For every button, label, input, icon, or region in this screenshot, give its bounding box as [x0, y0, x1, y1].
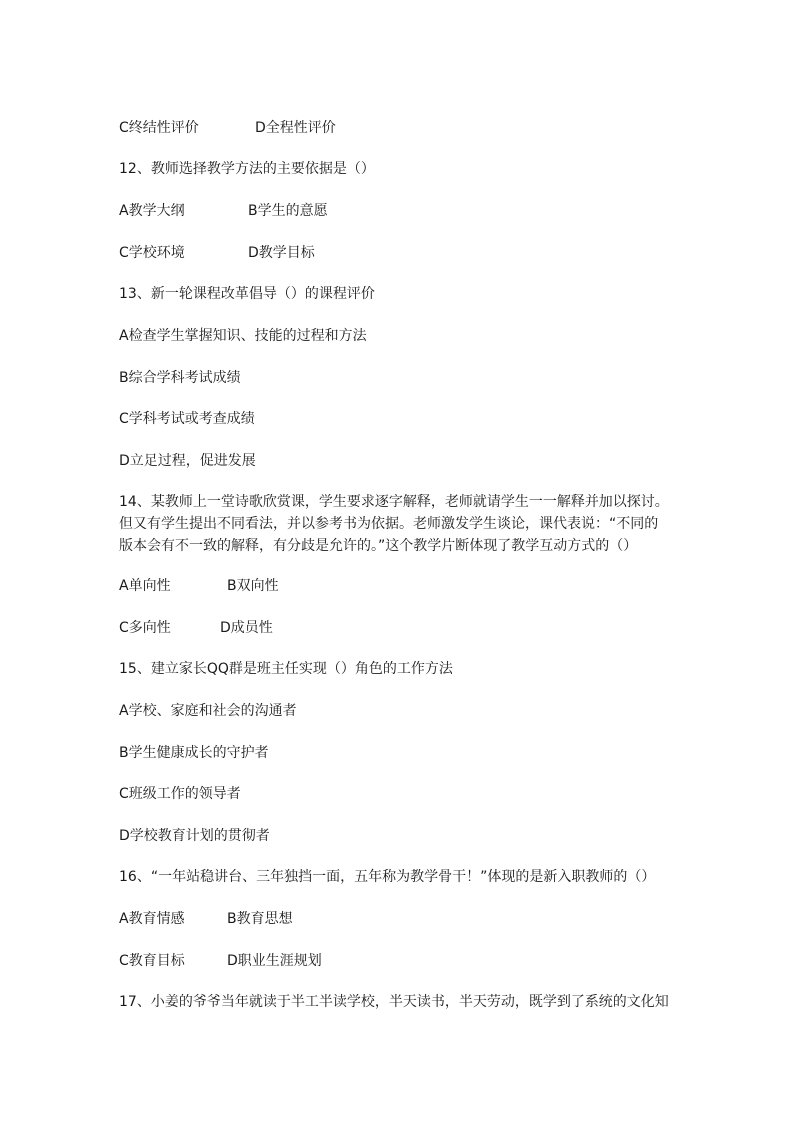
- option-d: D职业生涯规划: [227, 953, 322, 969]
- option-d: D教学目标: [248, 245, 315, 261]
- option-row: [119, 908, 679, 930]
- option-row: [119, 617, 679, 639]
- option-a: A单向性: [119, 578, 171, 594]
- question-13: 13、新一轮课程改革倡导（）的课程评价: [119, 286, 375, 302]
- option-row: [119, 242, 679, 264]
- question-14-line-3: 版本会有不一致的解释，有分歧是允许的。”这个教学片断体现了教学互动方式的（）: [119, 538, 638, 554]
- option-b: B双向性: [227, 578, 279, 594]
- option-c: C终结性评价: [119, 120, 199, 136]
- option-row: [119, 950, 679, 972]
- option-b: B学生的意愿: [248, 203, 328, 219]
- question-16: 16、“一年站稳讲台、三年独挡一面，五年称为教学骨干！”体现的是新入职教师的（）: [119, 869, 656, 885]
- option-c: C学科考试或考查成绩: [119, 411, 255, 427]
- option-b: B教育思想: [227, 911, 293, 927]
- option-c: C多向性: [119, 620, 171, 636]
- option-row: [119, 117, 679, 139]
- option-b: B学生健康成长的守护者: [119, 745, 269, 761]
- option-a: A检查学生掌握知识、技能的过程和方法: [119, 328, 367, 344]
- option-d: D成员性: [220, 620, 273, 636]
- option-d: D立足过程，促进发展: [119, 453, 256, 469]
- option-d: D学校教育计划的贯彻者: [119, 828, 270, 844]
- question-15: 15、建立家长QQ群是班主任实现（）角色的工作方法: [119, 661, 453, 677]
- option-c: C班级工作的领导者: [119, 786, 241, 802]
- option-b: B综合学科考试成绩: [119, 370, 241, 386]
- question-14-line-1: 14、某教师上一堂诗歌欣赏课，学生要求逐字解释，老师就请学生一一解释并加以探讨。: [119, 494, 669, 510]
- question-14-line-2: 但又有学生提出不同看法，并以参考书为依据。老师激发学生谈论，课代表说：“不同的: [119, 516, 659, 532]
- question-12: 12、教师选择教学方法的主要依据是（）: [119, 161, 375, 177]
- option-c: C学校环境: [119, 245, 185, 261]
- option-a: A教学大纲: [119, 203, 185, 219]
- option-c: C教育目标: [119, 953, 185, 969]
- option-a: A教育情感: [119, 911, 185, 927]
- option-row: [119, 575, 679, 597]
- option-a: A学校、家庭和社会的沟通者: [119, 703, 297, 719]
- question-17: 17、小姜的爷爷当年就读于半工半读学校，半天读书，半天劳动，既学到了系统的文化知: [119, 994, 669, 1010]
- option-d: D全程性评价: [255, 120, 336, 136]
- option-row: [119, 200, 679, 222]
